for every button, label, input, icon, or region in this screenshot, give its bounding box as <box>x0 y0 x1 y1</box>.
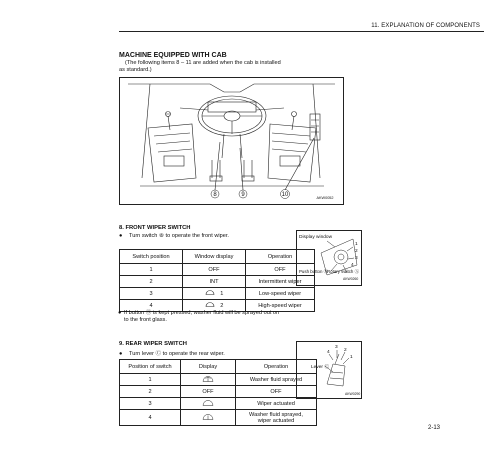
front-wiper-table <box>119 249 315 312</box>
cell-operation: OFF <box>236 386 317 398</box>
display-number: 2 <box>220 303 224 309</box>
washer-spray-icon <box>202 376 214 382</box>
table-row <box>120 410 317 426</box>
cell-display: OFF <box>183 264 246 276</box>
figure-code: AKW0290 <box>345 392 361 396</box>
item8-text-body: Turn switch ⑧ to operate the front wiper. <box>129 233 229 239</box>
cell-operation: Intermittent wiper <box>246 276 315 288</box>
cell-operation: Low-speed wiper <box>246 288 315 300</box>
table-row <box>120 276 315 288</box>
col-header: Position of switch <box>120 360 181 374</box>
cell-position: 3 <box>120 398 181 410</box>
callout-10: 10 <box>281 192 289 198</box>
table-row <box>120 264 315 276</box>
lever-position-2-label: 2 <box>344 348 347 353</box>
cell-position: 1 <box>120 264 183 276</box>
cell-operation: OFF <box>246 264 315 276</box>
cell-operation: Wiper actuated <box>236 398 317 410</box>
figure-code: AKW0260 <box>343 277 359 281</box>
lever-position-1-label: 1 <box>350 355 353 360</box>
table-row <box>120 288 315 300</box>
position-3-label: 3 <box>355 256 358 261</box>
section-title: MACHINE EQUIPPED WITH CAB <box>119 52 227 59</box>
lever-label: Lever Ⓒ <box>311 365 330 370</box>
col-header: Operation <box>246 250 315 264</box>
position-2-label: 2 <box>355 249 358 254</box>
intro-line-1: (The following items 8 – 11 are added when the cab is installed <box>125 60 281 66</box>
item9-title: 9. REAR WIPER SWITCH <box>119 341 187 347</box>
table-row <box>120 398 317 410</box>
wiper-icon <box>205 302 215 307</box>
cell-display <box>181 398 236 410</box>
page-header-title: 11. EXPLANATION OF COMPONENTS <box>371 23 480 29</box>
item8-note <box>118 310 312 324</box>
callout-8: 8 <box>213 192 217 198</box>
cab-interior-illustration <box>120 78 343 204</box>
wiper-washer-icon <box>202 414 214 420</box>
cell-display: INT <box>183 276 246 288</box>
bullet-icon: ● <box>118 310 122 316</box>
lever-position-4-label: 4 <box>327 350 330 355</box>
cell-position: 2 <box>120 276 183 288</box>
cell-operation <box>236 410 317 426</box>
table-row <box>120 374 317 386</box>
item8-title: 8. FRONT WIPER SWITCH <box>119 225 191 231</box>
cell-display <box>181 374 236 386</box>
item9-text-body: Turn lever Ⓒ to operate the rear wiper. <box>129 351 225 357</box>
col-header: Window display <box>183 250 246 264</box>
cell-operation: High-speed wiper <box>246 300 315 312</box>
table-row <box>120 386 317 398</box>
cab-interior-figure <box>119 77 344 205</box>
cell-position: 1 <box>120 374 181 386</box>
cell-position: 4 <box>120 410 181 426</box>
note-line-2: to the front glass. <box>124 317 167 323</box>
col-header: Switch position <box>120 250 183 264</box>
position-4-label: 4 <box>351 263 354 268</box>
cell-position: 4 <box>120 300 183 312</box>
figure-code: AKW0052 <box>316 196 334 200</box>
position-1-label: 1 <box>355 242 358 247</box>
item9-text <box>119 349 225 357</box>
rear-wiper-table <box>119 359 317 426</box>
cell-display <box>181 410 236 426</box>
front-wiper-switch-figure <box>296 230 362 286</box>
cell-position: 3 <box>120 288 183 300</box>
item8-text <box>119 233 229 239</box>
rotary-switch-label: Rotary switch Ⓐ <box>327 269 359 274</box>
col-header: Operation <box>236 360 317 374</box>
page-number: 2-13 <box>427 425 440 431</box>
wiper-icon <box>205 290 215 295</box>
note-line-1: If button Ⓑ is kept pressed, washer fluid will be sprayed out on <box>124 310 280 316</box>
operation-line-2: wiper actuated <box>257 417 295 424</box>
col-header: Display <box>181 360 236 374</box>
bullet-icon: ● <box>119 233 123 239</box>
rear-wiper-switch-figure <box>296 341 362 399</box>
cell-position: 2 <box>120 386 181 398</box>
cell-operation: Washer fluid sprayed <box>236 374 317 386</box>
cell-display <box>183 288 246 300</box>
display-number: 1 <box>220 291 224 297</box>
section-intro <box>119 60 319 74</box>
cell-display: OFF <box>181 386 236 398</box>
display-window-label: Display window <box>299 235 333 240</box>
lever-position-3-label: 3 <box>335 345 338 350</box>
bullet-icon: ● <box>119 351 123 357</box>
header-rule <box>119 31 484 32</box>
operation-line-1: Washer fluid sprayed, <box>249 411 303 418</box>
callout-9: 9 <box>241 192 245 198</box>
intro-line-2: as standard.) <box>119 67 152 74</box>
wiper-icon <box>202 400 214 406</box>
push-button-label: Push button Ⓑ <box>299 269 329 274</box>
